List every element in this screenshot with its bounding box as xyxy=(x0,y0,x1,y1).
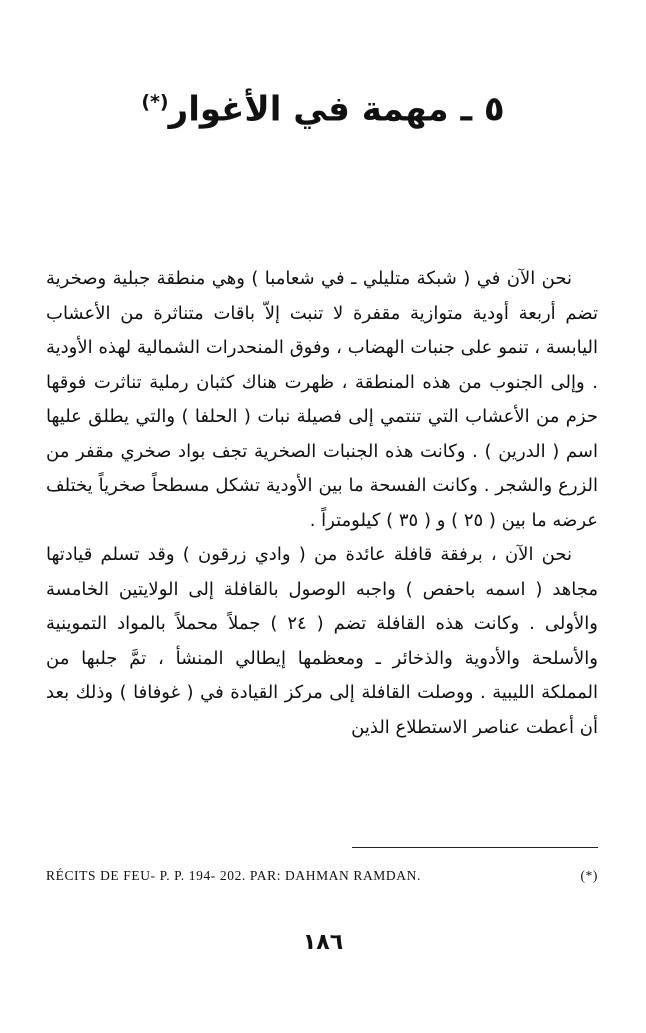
footnote xyxy=(46,866,598,886)
title-footnote-marker: (*) xyxy=(141,91,169,113)
footnote-marker: (*) xyxy=(580,868,598,883)
footnote-text: RÉCITS DE FEU- P. P. 194- 202. PAR: DAHMAN RAMDAN. xyxy=(46,868,421,883)
paragraph-2: نحن الآن ، برفقة قافلة عائدة من ( وادي زرقون ) وقد تسلم قيادتها مجاهد ( اسمه باحفص ) واجبه الوصول بالقافلة إلى الولايتين الخامسة والأولى . وكانت هذه القافلة تضم ( ٢٤ ) جملاً محملاً بالمواد التموينية والأسلحة والأدوية والذخائر ـ ومعظمها إيطالي المنشأ ، تمَّ جلبها من المملكة الليبية . ووصلت القافلة إلى مركز القيادة في ( غوفافا ) وذلك بعد أن أعطت عناصر الاستطلاع الذين xyxy=(46,544,598,738)
paragraph-1: نحن الآن في ( شبكة متليلي ـ في شعامبا ) وهي منطقة جبلية وصخرية تضم أربعة أودية متوازية مقفرة لا تنبت إلاّ باقات متناثرة من الأعشاب اليابسة ، تنمو على جنبات الهضاب ، وفوق المنحدرات الشمالية لهذه الأودية . وإلى الجنوب من هذه المنطقة ، ظهرت هناك كثبان رملية تناثرت فوقها حزم من الأعشاب التي تنتمي إلى فصيلة نبات ( الحلفا ) والتي يطلق عليها اسم ( الدرين ) . وكانت هذه الجنبات الصخرية تجف بواد صخري مقفر من الزرع والشجر . وكانت الفسحة ما بين الأودية تشكل مسطحاً صخرياً يختلف عرضه ما بين ( ٢٥ ) و ( ٣٥ ) كيلومتراً . xyxy=(46,268,598,531)
body-text xyxy=(46,262,598,745)
chapter-title-text: ٥ ـ مهمة في الأغوار xyxy=(168,89,505,130)
chapter-title xyxy=(0,72,646,139)
page-number: ١٨٦ xyxy=(302,930,344,955)
footnote-divider xyxy=(352,847,598,848)
